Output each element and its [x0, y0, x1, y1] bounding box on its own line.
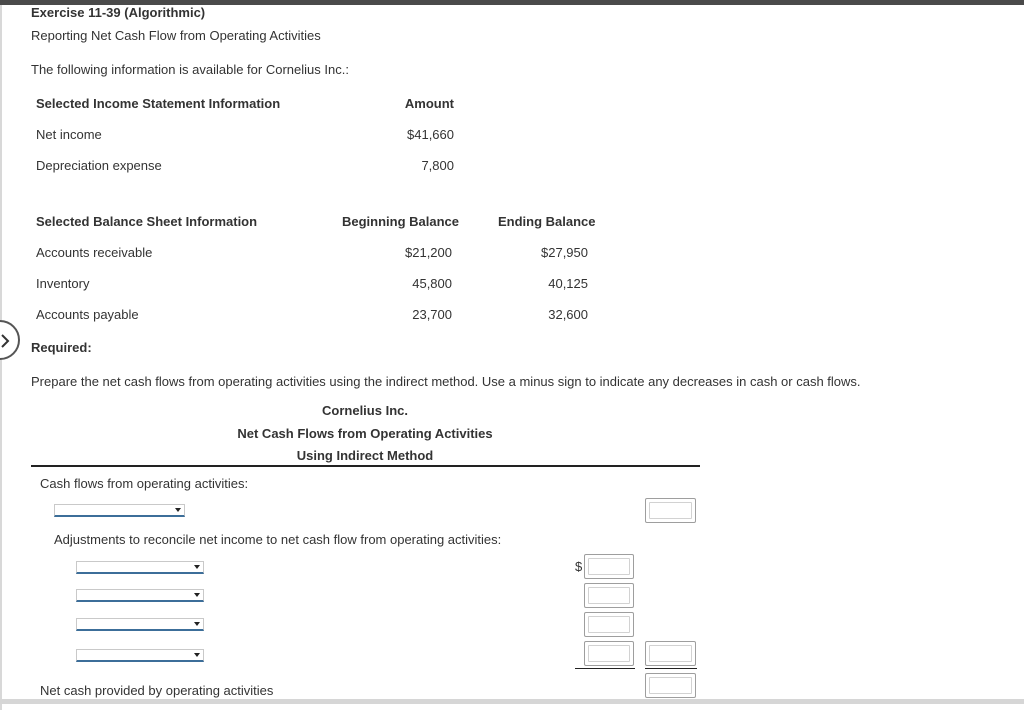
required-label: Required: [31, 340, 92, 355]
line-item-dropdown[interactable] [54, 504, 185, 517]
balance-row-ending: 40,125 [548, 276, 588, 291]
balance-row-label: Inventory [36, 276, 90, 291]
statement-heading: Net Cash Flows from Operating Activities [237, 426, 493, 441]
statement-method: Using Indirect Method [296, 448, 434, 463]
subtotal-underline [575, 668, 635, 669]
balance-row-ending: 32,600 [548, 307, 588, 322]
required-instruction: Prepare the net cash flows from operating activities using the indirect method. Use a minus sign to indicate any decreases in cash or cash flows. [31, 374, 861, 389]
dropdown-arrow-icon [194, 622, 200, 626]
balance-header-label: Selected Balance Sheet Information [36, 214, 258, 229]
adjustment-dropdown[interactable] [76, 589, 204, 602]
balance-row-beginning: 23,700 [412, 307, 452, 322]
adjustment-dropdown[interactable] [76, 649, 204, 662]
statement-divider [31, 465, 700, 467]
balance-header-beginning: Beginning Balance [342, 214, 460, 229]
collapse-toggle-button[interactable] [0, 320, 20, 360]
amount-input[interactable] [645, 498, 696, 523]
chevron-right-icon [0, 334, 10, 348]
dropdown-arrow-icon [194, 593, 200, 597]
balance-row-label: Accounts payable [36, 307, 139, 322]
exercise-title: Exercise 11-39 (Algorithmic) [31, 5, 206, 20]
balance-header-ending: Ending Balance [498, 214, 596, 229]
statement-company: Cornelius Inc. [322, 403, 408, 418]
dropdown-arrow-icon [194, 565, 200, 569]
income-header-label: Selected Income Statement Information [36, 96, 281, 111]
income-row-label: Net income [36, 127, 102, 142]
total-adjustments-input[interactable] [645, 641, 696, 666]
total-label: Net cash provided by operating activities [40, 683, 274, 698]
currency-symbol: $ [575, 559, 583, 574]
total-underline [645, 668, 697, 669]
adjustments-label: Adjustments to reconcile net income to net cash flow from operating activities: [54, 532, 502, 547]
balance-row-beginning: 45,800 [412, 276, 452, 291]
adjustment-dropdown[interactable] [76, 561, 204, 574]
income-row-amount: $41,660 [407, 127, 454, 142]
income-header-amount: Amount [404, 96, 454, 111]
balance-row-label: Accounts receivable [36, 245, 153, 260]
adjustment-amount-input[interactable] [584, 612, 634, 637]
adjustment-amount-input[interactable] [584, 554, 634, 579]
net-cash-input[interactable] [645, 673, 696, 698]
balance-row-ending: $27,950 [541, 245, 588, 260]
dropdown-arrow-icon [194, 653, 200, 657]
section-label: Cash flows from operating activities: [40, 476, 249, 491]
dropdown-arrow-icon [175, 508, 181, 512]
exercise-subtitle: Reporting Net Cash Flow from Operating Activities [31, 28, 321, 43]
income-row-amount: 7,800 [421, 158, 454, 173]
balance-row-beginning: $21,200 [405, 245, 452, 260]
bottom-bar [0, 699, 1024, 704]
adjustment-dropdown[interactable] [76, 618, 204, 631]
income-row-label: Depreciation expense [36, 158, 162, 173]
adjustment-amount-input[interactable] [584, 641, 634, 666]
intro-text: The following information is available for Cornelius Inc.: [31, 62, 349, 77]
adjustment-amount-input[interactable] [584, 583, 634, 608]
